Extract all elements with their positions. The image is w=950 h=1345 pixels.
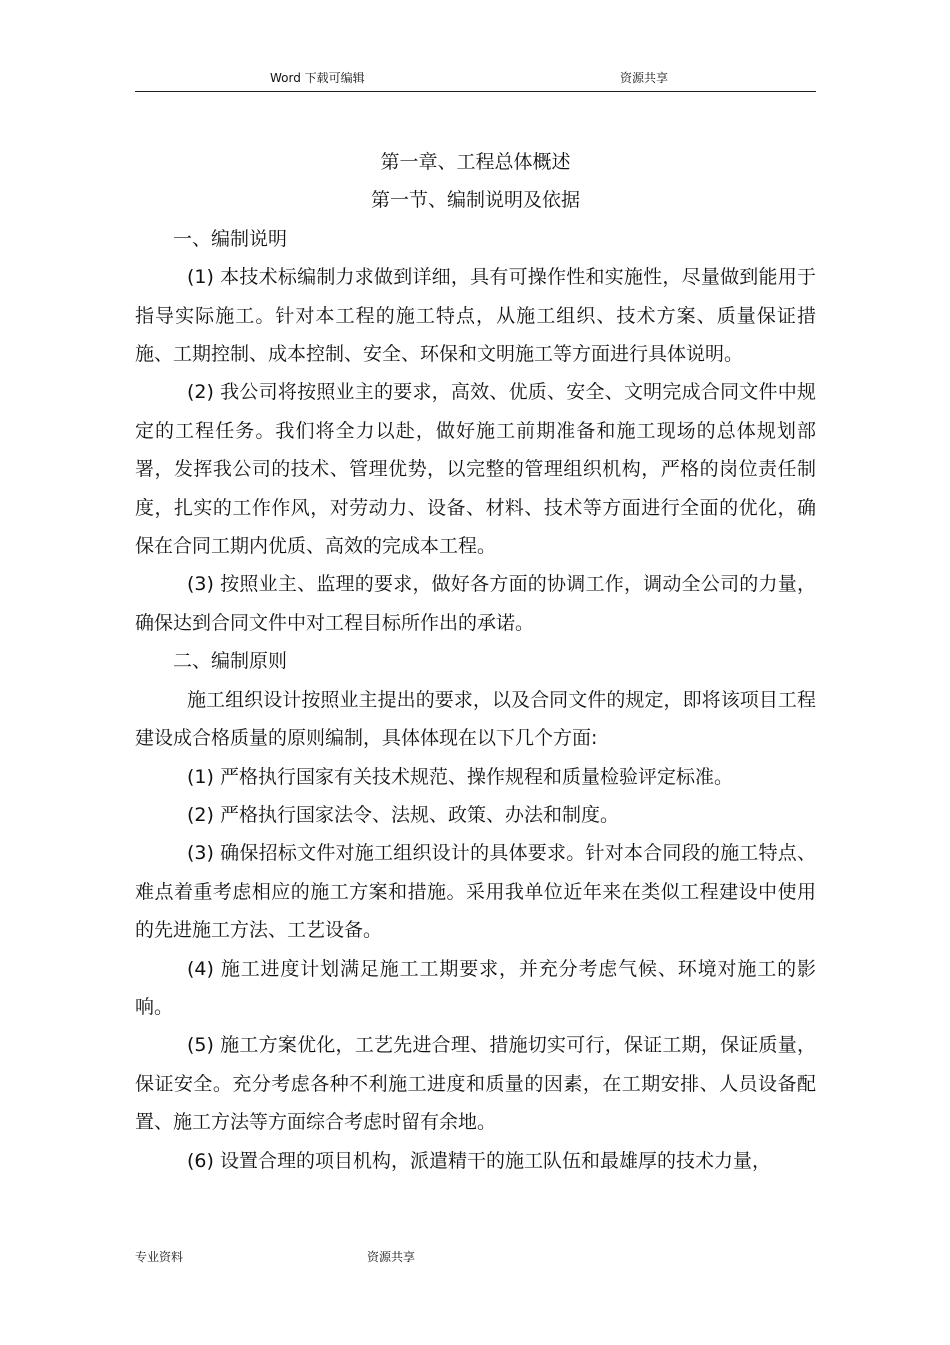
footer-right-text: 资源共享	[367, 1250, 416, 1264]
part1-paragraph-1: (1) 本技术标编制力求做到详细，具有可操作性和实施性，尽量做到能用于指导实际施工。针对本工程的施工特点，从施工组织、技术方案、质量保证措施、工期控制、成本控制、安全、环保和文明施工等方面进行具体说明。	[135, 266, 816, 366]
page-header	[135, 70, 816, 92]
part2-paragraph-6: (5) 施工方案优化，工艺先进合理、措施切实可行，保证工期，保证质量，保证安全。充分考虑各种不利施工进度和质量的因素，在工期安排、人员设备配置、施工方法等方面综合考虑时留有余地。	[135, 1034, 816, 1134]
part2-paragraph-2: (1) 严格执行国家有关技术规范、操作规程和质量检验评定标准。	[187, 765, 733, 788]
document-body	[135, 143, 816, 1180]
chapter-title: 第一章、工程总体概述	[380, 151, 571, 173]
part1-paragraph-3: (3) 按照业主、监理的要求，做好各方面的协调工作，调动全公司的力量，确保达到合同文件中对工程目标所作出的承诺。	[135, 573, 816, 634]
part2-paragraph-3: (2) 严格执行国家法令、法规、政策、办法和制度。	[187, 803, 619, 826]
part1-paragraph-2: (2) 我公司将按照业主的要求，高效、优质、安全、文明完成合同文件中规定的工程任务。我们将全力以赴，做好施工前期准备和施工现场的总体规划部署，发挥我公司的技术、管理优势，以完整的管理组织机构，严格的岗位责任制度，扎实的工作作风，对劳动力、设备、材料、技术等方面进行全面的优化，确保在合同工期内优质、高效的完成本工程。	[135, 381, 816, 558]
header-left-text: Word 下载可编辑	[270, 71, 365, 85]
footer-left-text: 专业资料	[135, 1250, 184, 1264]
header-divider	[135, 91, 816, 92]
part1-heading: 一、编制说明	[173, 227, 288, 250]
part2-paragraph-4: (3) 确保招标文件对施工组织设计的具体要求。针对本合同段的施工特点、难点着重考虑相应的施工方案和措施。采用我单位近年来在类似工程建设中使用的先进施工方法、工艺设备。	[135, 842, 816, 942]
part2-paragraph-5: (4) 施工进度计划满足施工工期要求，并充分考虑气候、环境对施工的影响。	[135, 957, 816, 1018]
part2-heading: 二、编制原则	[173, 650, 288, 673]
part2-paragraph-1: 施工组织设计按照业主提出的要求，以及合同文件的规定，即将该项目工程建设成合格质量的原则编制，具体体现在以下几个方面:	[135, 688, 816, 750]
header-right-text: 资源共享	[620, 71, 669, 85]
section-title: 第一节、编制说明及依据	[370, 189, 580, 212]
part2-paragraph-7: (6) 设置合理的项目机构，派遣精干的施工队伍和最雄厚的技术力量，	[187, 1149, 771, 1172]
